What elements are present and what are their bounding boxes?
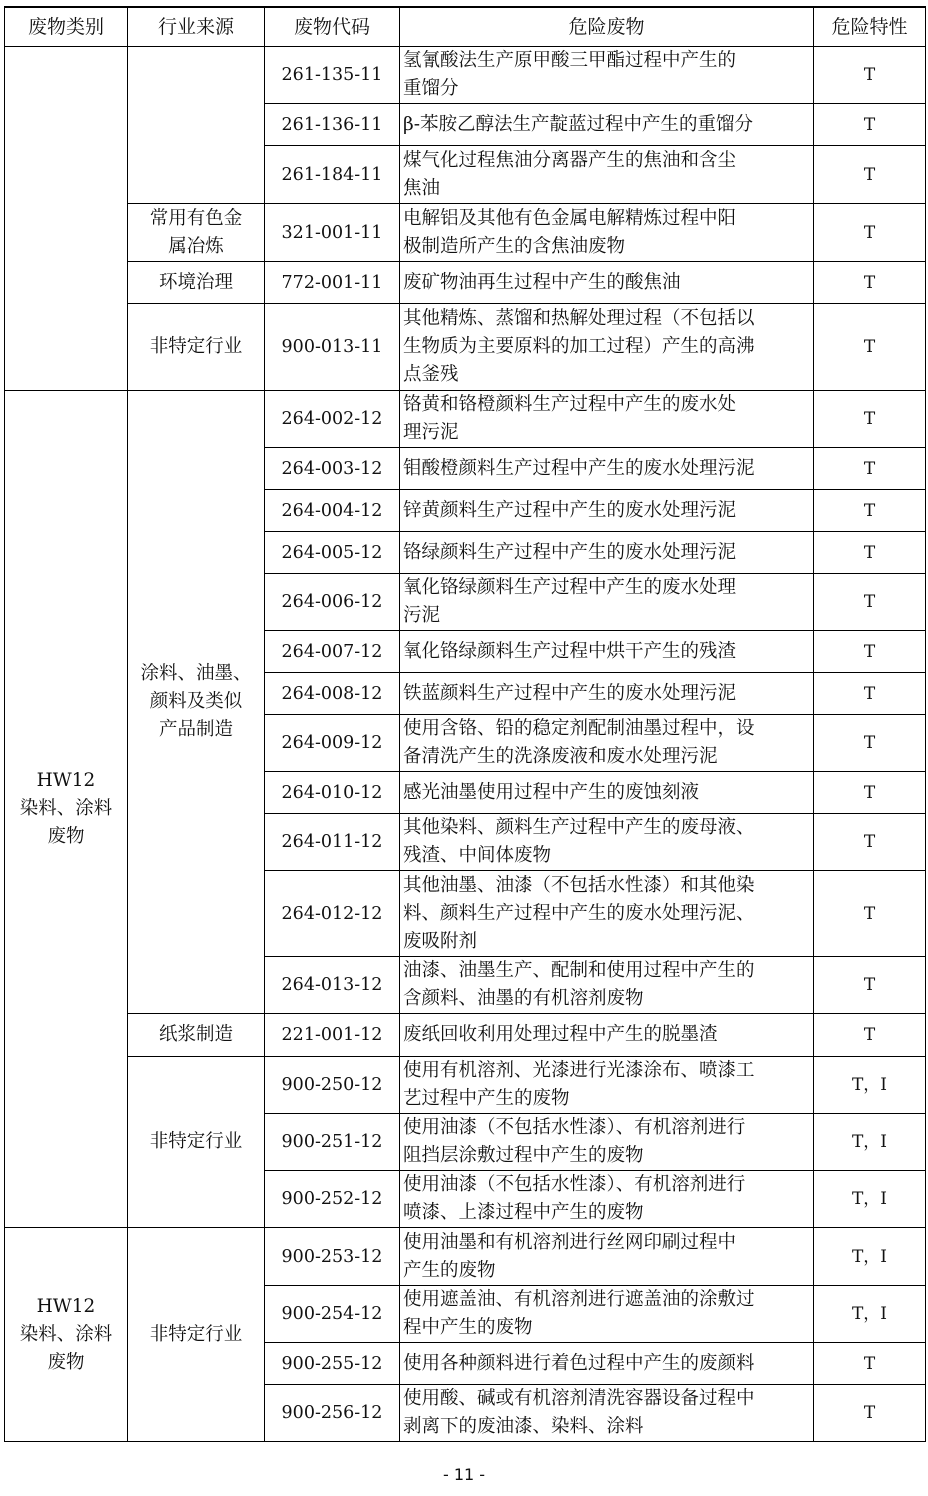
waste-code: 264-003-12 [265,448,400,490]
table-row [5,262,926,304]
waste-code: 900-256-12 [265,1385,400,1442]
waste-code: 772-001-11 [265,262,400,304]
table-row [5,304,926,391]
hazard-characteristic: T [814,772,926,814]
hazard-characteristic: T，I [814,1057,926,1114]
waste-description: 使用各种颜料进行着色过程中产生的废颜料 [400,1343,814,1385]
table-row [5,204,926,262]
waste-description: 使用有机溶剂、光漆进行光漆涂布、喷漆工 艺过程中产生的废物 [400,1057,814,1114]
hazard-characteristic: T [814,490,926,532]
industry-source: 环境治理 [128,262,265,304]
hazard-characteristic: T，I [814,1171,926,1228]
waste-description: 氧化铬绿颜料生产过程中烘干产生的残渣 [400,631,814,673]
category-cell-empty [5,47,128,391]
table-row [5,1014,926,1057]
hazard-characteristic: T [814,1014,926,1057]
waste-description: 其他染料、颜料生产过程中产生的废母液、 残渣、中间体废物 [400,814,814,871]
hazard-characteristic: T [814,673,926,715]
hazard-characteristic: T [814,47,926,104]
hazard-characteristic: T [814,814,926,871]
waste-description: 锌黄颜料生产过程中产生的废水处理污泥 [400,490,814,532]
waste-code: 900-254-12 [265,1286,400,1343]
waste-description: 电解铝及其他有色金属电解精炼过程中阳 极制造所产生的含焦油废物 [400,204,814,262]
industry-source: 非特定行业 [128,1057,265,1228]
waste-description: 使用酸、碱或有机溶剂清洗容器设备过程中 剥离下的废油漆、染料、涂料 [400,1385,814,1442]
header-category: 废物类别 [5,7,128,47]
waste-code: 221-001-12 [265,1014,400,1057]
waste-code: 900-013-11 [265,304,400,391]
industry-source: 常用有色金 属冶炼 [128,204,265,262]
hazard-characteristic: T，I [814,1228,926,1286]
industry-cell-empty [128,47,265,204]
waste-code: 261-135-11 [265,47,400,104]
waste-code: 264-006-12 [265,574,400,631]
waste-code: 264-007-12 [265,631,400,673]
waste-description: 钼酸橙颜料生产过程中产生的废水处理污泥 [400,448,814,490]
header-characteristic: 危险特性 [814,7,926,47]
hazard-characteristic: T [814,532,926,574]
waste-code: 900-255-12 [265,1343,400,1385]
waste-description: 铁蓝颜料生产过程中产生的废水处理污泥 [400,673,814,715]
hazard-characteristic: T [814,574,926,631]
hazard-characteristic: T [814,631,926,673]
waste-description: 废纸回收利用处理过程中产生的脱墨渣 [400,1014,814,1057]
waste-code: 264-009-12 [265,715,400,772]
waste-code: 264-005-12 [265,532,400,574]
waste-code: 900-252-12 [265,1171,400,1228]
waste-description: 铬黄和铬橙颜料生产过程中产生的废水处 理污泥 [400,391,814,448]
hazard-characteristic: T [814,1385,926,1442]
waste-description: 氢氰酸法生产原甲酸三甲酯过程中产生的 重馏分 [400,47,814,104]
hazard-characteristic: T [814,262,926,304]
hazard-characteristic: T，I [814,1286,926,1343]
hazard-characteristic: T [814,1343,926,1385]
waste-code: 261-184-11 [265,146,400,204]
waste-description: 废矿物油再生过程中产生的酸焦油 [400,262,814,304]
hazard-characteristic: T [814,715,926,772]
waste-code: 264-002-12 [265,391,400,448]
waste-description: β-苯胺乙醇法生产靛蓝过程中产生的重馏分 [400,104,814,146]
waste-description: 油漆、油墨生产、配制和使用过程中产生的 含颜料、油墨的有机溶剂废物 [400,957,814,1014]
header-code: 废物代码 [265,7,400,47]
hazard-characteristic: T，I [814,1114,926,1171]
waste-code: 900-251-12 [265,1114,400,1171]
waste-description: 感光油墨使用过程中产生的废蚀刻液 [400,772,814,814]
table-row [5,47,926,104]
industry-source: 涂料、油墨、 颜料及类似 产品制造 [128,391,265,1014]
table-row [5,1228,926,1286]
industry-source: 非特定行业 [128,1228,265,1442]
waste-code: 264-008-12 [265,673,400,715]
waste-description: 使用遮盖油、有机溶剂进行遮盖油的涂敷过 程中产生的废物 [400,1286,814,1343]
industry-source: 非特定行业 [128,304,265,391]
hazard-characteristic: T [814,204,926,262]
hazardous-waste-table [4,6,926,1442]
table-row [5,391,926,448]
header-industry: 行业来源 [128,7,265,47]
waste-description: 使用油墨和有机溶剂进行丝网印刷过程中 产生的废物 [400,1228,814,1286]
header-waste: 危险废物 [400,7,814,47]
waste-code: 321-001-11 [265,204,400,262]
table-row [5,1057,926,1114]
waste-code: 900-250-12 [265,1057,400,1114]
waste-description: 使用含铬、铅的稳定剂配制油墨过程中，设 备清洗产生的洗涤废液和废水处理污泥 [400,715,814,772]
waste-description: 使用油漆（不包括水性漆）、有机溶剂进行 阻挡层涂敷过程中产生的废物 [400,1114,814,1171]
waste-code: 264-010-12 [265,772,400,814]
waste-code: 900-253-12 [265,1228,400,1286]
hazard-characteristic: T [814,871,926,957]
waste-code: 264-011-12 [265,814,400,871]
waste-category: HW12 染料、涂料 废物 [5,391,128,1228]
waste-description: 煤气化过程焦油分离器产生的焦油和含尘 焦油 [400,146,814,204]
hazard-characteristic: T [814,957,926,1014]
waste-code: 261-136-11 [265,104,400,146]
waste-description: 其他油墨、油漆（不包括水性漆）和其他染 料、颜料生产过程中产生的废水处理污泥、 废吸附剂 [400,871,814,957]
hazard-characteristic: T [814,304,926,391]
waste-description: 铬绿颜料生产过程中产生的废水处理污泥 [400,532,814,574]
hazard-characteristic: T [814,146,926,204]
hazard-characteristic: T [814,448,926,490]
hazard-characteristic: T [814,104,926,146]
waste-description: 氧化铬绿颜料生产过程中产生的废水处理 污泥 [400,574,814,631]
hazard-characteristic: T [814,391,926,448]
waste-category: HW12 染料、涂料 废物 [5,1228,128,1442]
waste-code: 264-004-12 [265,490,400,532]
table-header-row [5,7,926,47]
waste-code: 264-013-12 [265,957,400,1014]
waste-code: 264-012-12 [265,871,400,957]
industry-source: 纸浆制造 [128,1014,265,1057]
page-number: - 11 - [442,1465,486,1484]
waste-description: 其他精炼、蒸馏和热解处理过程（不包括以 生物质为主要原料的加工过程）产生的高沸 点釜残 [400,304,814,391]
waste-description: 使用油漆（不包括水性漆）、有机溶剂进行 喷漆、上漆过程中产生的废物 [400,1171,814,1228]
